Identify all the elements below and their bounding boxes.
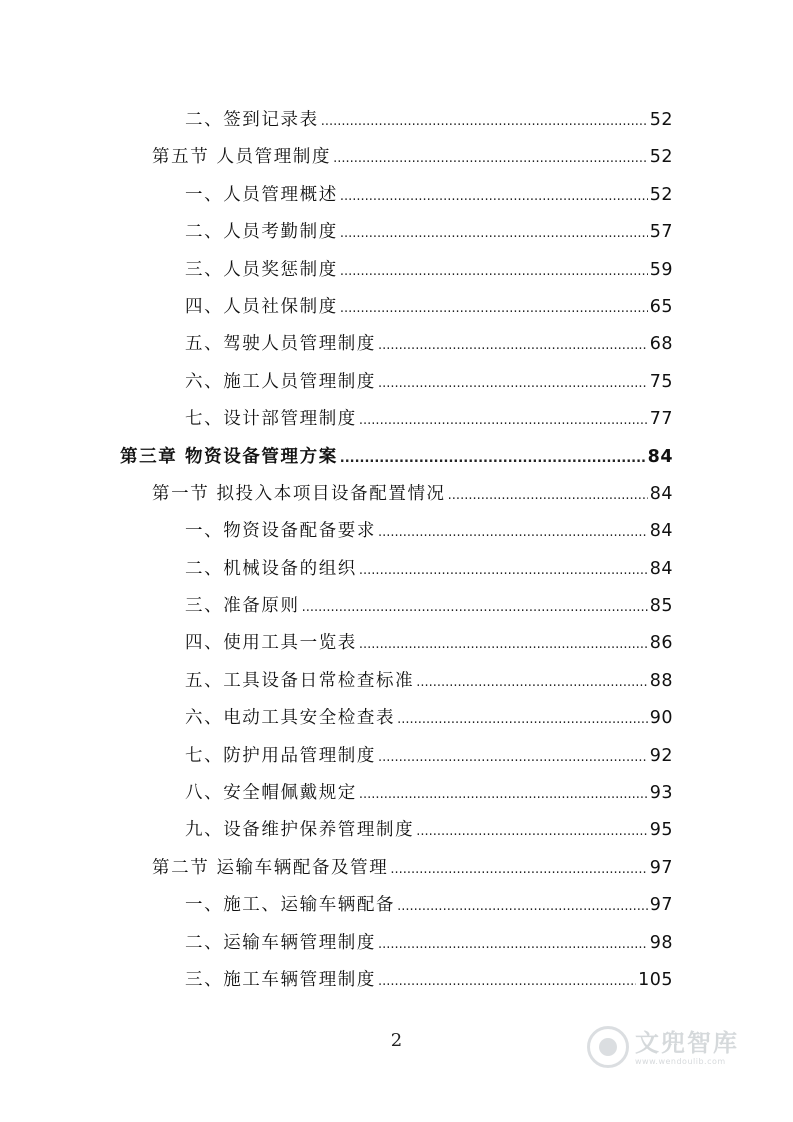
toc-title: 七、设计部管理制度 [185,409,357,430]
toc-leader-dots [359,560,648,582]
toc-page: 77 [649,409,673,430]
toc-row[interactable] [0,961,793,998]
toc-page: 65 [649,296,673,317]
toc-leader-dots [340,186,648,208]
toc-title: 六、施工人员管理制度 [185,371,376,392]
toc-leader-dots [340,448,646,470]
toc-page: 98 [649,932,673,953]
toc-page: 86 [649,633,673,654]
toc-page: 52 [649,147,673,168]
toc-page: 52 [649,110,673,130]
toc-leader-dots [321,111,648,133]
toc-title: 五、工具设备日常检查标准 [185,670,415,691]
watermark-name: 文兜智库 [635,1028,739,1057]
toc-title: 第五节 人员管理制度 [152,147,332,168]
toc-title: 一、人员管理概述 [185,184,338,205]
toc-row[interactable] [0,363,793,400]
toc-leader-dots [397,896,648,918]
toc-leader-dots [340,223,648,245]
toc-page: 75 [649,371,673,392]
table-of-contents [0,101,793,998]
watermark [587,1017,777,1077]
toc-row[interactable] [0,475,793,512]
toc-row[interactable] [0,288,793,325]
toc-row[interactable] [0,176,793,213]
toc-title: 七、防护用品管理制度 [185,745,376,766]
toc-page: 90 [649,708,673,729]
toc-row[interactable] [0,924,793,961]
toc-leader-dots [378,934,648,956]
toc-title: 一、物资设备配备要求 [185,521,376,542]
toc-title: 三、人员奖惩制度 [185,259,338,280]
toc-page: 84 [649,483,673,504]
toc-page: 88 [649,670,673,691]
toc-leader-dots [302,597,648,619]
toc-leader-dots [378,522,648,544]
toc-leader-dots [378,373,648,395]
toc-leader-dots [340,298,648,320]
toc-page: 84 [647,446,673,467]
toc-page: 93 [649,783,673,804]
toc-row[interactable] [0,699,793,736]
toc-row[interactable] [0,325,793,362]
watermark-url: www.wendoulib.com [635,1056,726,1066]
toc-leader-dots [359,410,648,432]
toc-title: 第二节 运输车辆配备及管理 [152,857,389,878]
toc-row[interactable] [0,662,793,699]
toc-row[interactable] [0,886,793,923]
toc-title: 五、驾驶人员管理制度 [185,334,376,355]
toc-title: 三、准备原则 [185,596,300,617]
toc-page: 84 [649,521,673,542]
toc-leader-dots [397,709,648,731]
toc-row[interactable] [0,811,793,848]
toc-page: 59 [649,259,673,280]
toc-title: 第三章 物资设备管理方案 [120,446,338,467]
toc-title: 二、机械设备的组织 [185,558,357,579]
toc-title: 二、人员考勤制度 [185,222,338,243]
toc-page: 68 [649,334,673,355]
toc-row[interactable] [0,512,793,549]
toc-page: 85 [649,596,673,617]
toc-title: 九、设备维护保养管理制度 [185,820,415,841]
toc-leader-dots [448,485,648,507]
toc-row[interactable] [0,213,793,250]
toc-leader-dots [378,971,636,993]
toc-leader-dots [378,747,648,769]
toc-row[interactable] [0,400,793,437]
toc-row[interactable] [0,774,793,811]
toc-row[interactable] [0,849,793,886]
toc-leader-dots [416,672,648,694]
toc-page: 92 [649,745,673,766]
toc-title: 四、人员社保制度 [185,296,338,317]
toc-title: 一、施工、运输车辆配备 [185,895,396,916]
toc-row[interactable] [0,138,793,175]
toc-page: 52 [649,184,673,205]
page-number: 2 [390,1030,403,1051]
toc-row[interactable] [0,587,793,624]
toc-title: 二、签到记录表 [185,110,319,130]
toc-leader-dots [340,261,648,283]
toc-leader-dots [359,634,648,656]
toc-row-chapter[interactable] [0,438,793,475]
toc-page: 105 [638,969,673,990]
toc-leader-dots [416,821,648,843]
toc-title: 八、安全帽佩戴规定 [185,783,357,804]
toc-page: 57 [649,222,673,243]
toc-title: 二、运输车辆管理制度 [185,932,376,953]
toc-leader-dots [333,148,648,170]
toc-leader-dots [390,859,647,881]
toc-page: 97 [649,895,673,916]
toc-title: 六、电动工具安全检查表 [185,708,396,729]
toc-row[interactable] [0,550,793,587]
toc-title: 四、使用工具一览表 [185,633,357,654]
toc-row[interactable] [0,737,793,774]
toc-page: 84 [649,558,673,579]
toc-page: 97 [649,857,673,878]
toc-page: 95 [649,820,673,841]
toc-leader-dots [378,335,648,357]
toc-row[interactable] [0,624,793,661]
toc-title: 三、施工车辆管理制度 [185,969,376,990]
toc-title: 第一节 拟投入本项目设备配置情况 [152,483,446,504]
toc-row[interactable] [0,101,793,138]
toc-leader-dots [359,784,648,806]
toc-row[interactable] [0,251,793,288]
wendou-logo-icon [587,1026,629,1068]
